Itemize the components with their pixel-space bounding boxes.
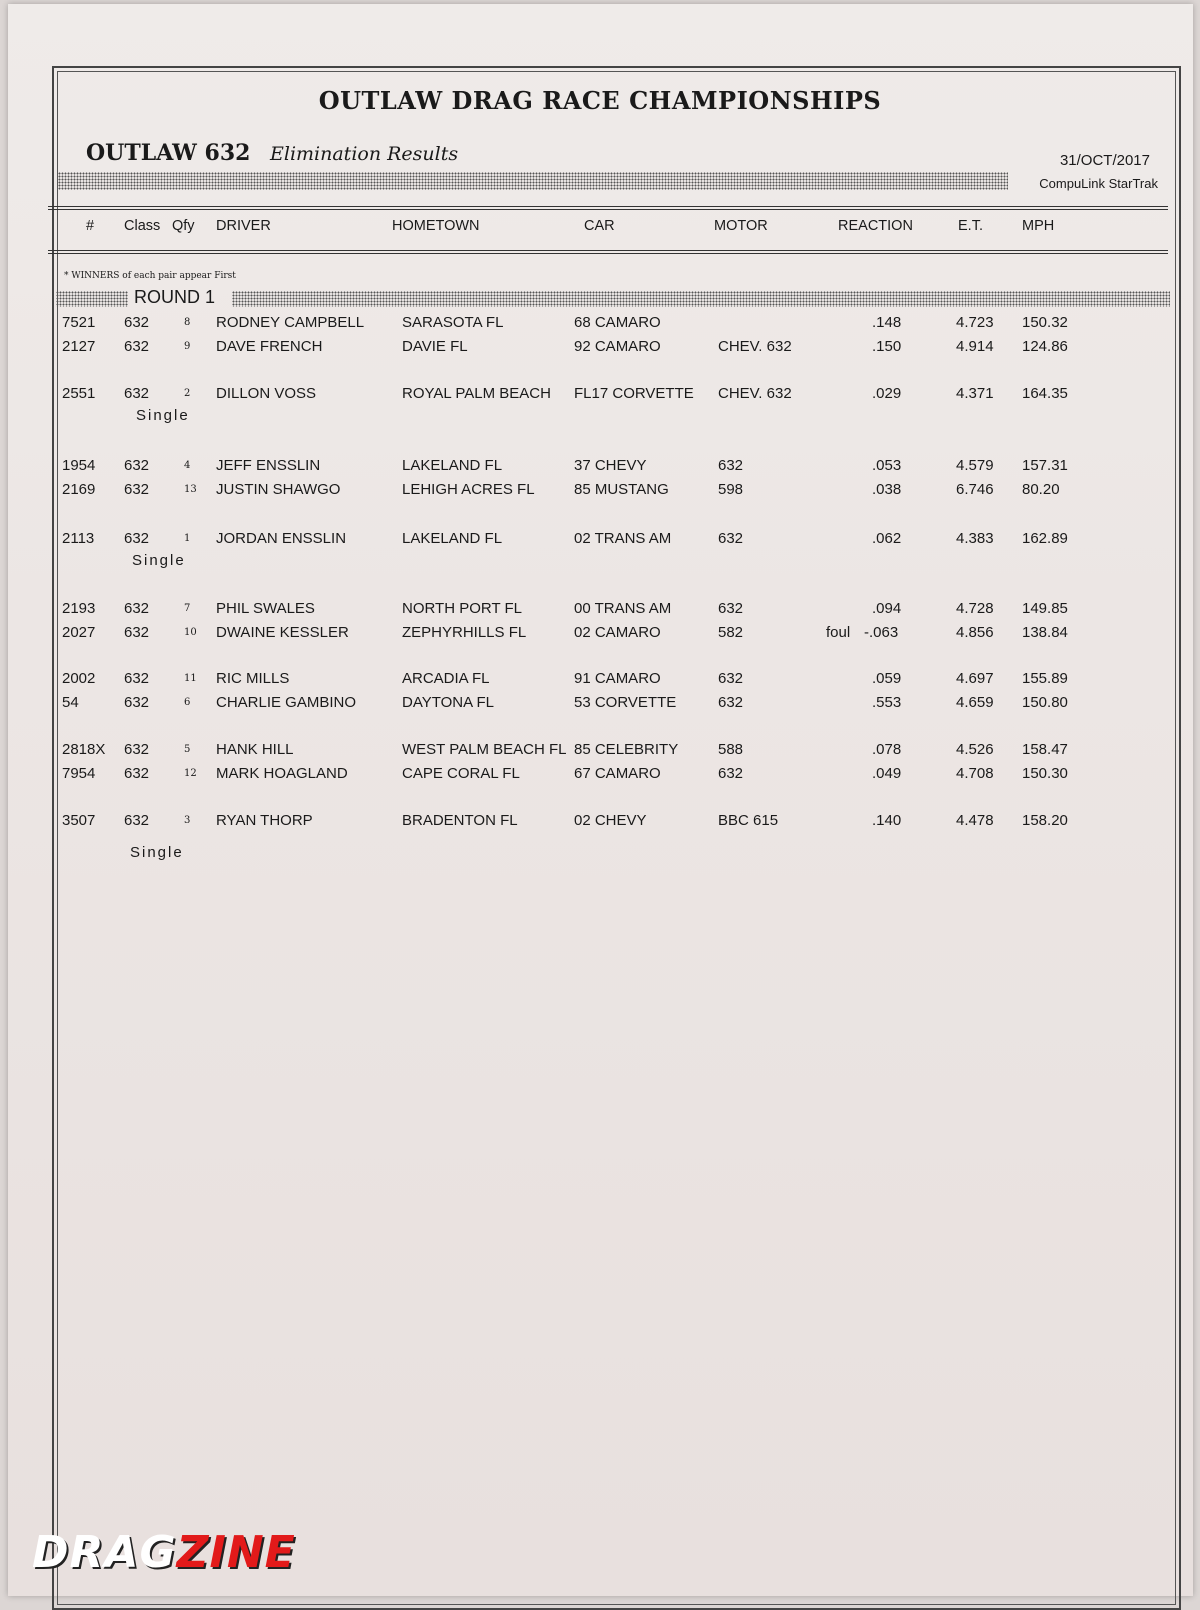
header-rule-top-2 — [48, 209, 1168, 210]
cell-mph: 80.20 — [1022, 481, 1060, 498]
single-label: Single — [136, 407, 190, 424]
cell-driver: DWAINE KESSLER — [216, 624, 349, 641]
cell-et: 4.526 — [956, 741, 994, 758]
cell-class: 632 — [124, 338, 150, 355]
cell-driver: CHARLIE GAMBINO — [216, 694, 357, 711]
cell-number: 2027 — [62, 624, 96, 641]
cell-motor: CHEV. 632 — [718, 338, 792, 355]
cell-qualifying-position: 3 — [184, 815, 191, 826]
cell-hometown: DAYTONA FL — [402, 694, 494, 711]
cell-class: 632 — [124, 530, 150, 547]
cell-reaction: .062 — [872, 530, 902, 547]
cell-mph: 138.84 — [1022, 624, 1068, 641]
cell-reaction: .150 — [872, 338, 902, 355]
cell-class: 632 — [124, 694, 150, 711]
cell-driver: RIC MILLS — [216, 670, 290, 687]
cell-motor: 632 — [718, 530, 744, 547]
cell-reaction: .078 — [872, 741, 902, 758]
cell-foul-flag: foul — [826, 624, 851, 641]
cell-et: 4.371 — [956, 385, 994, 402]
cell-qualifying-position: 8 — [184, 317, 191, 328]
cell-driver: JUSTIN SHAWGO — [216, 481, 341, 498]
cell-reaction: .038 — [872, 481, 902, 498]
cell-hometown: CAPE CORAL FL — [402, 765, 520, 782]
cell-motor: 582 — [718, 624, 744, 641]
cell-et: 4.728 — [956, 600, 994, 617]
cell-class: 632 — [124, 624, 150, 641]
col-header-hometown: HOMETOWN — [392, 218, 480, 234]
cell-class: 632 — [124, 385, 150, 402]
col-header-motor: MOTOR — [714, 218, 768, 234]
cell-et: 4.383 — [956, 530, 994, 547]
cell-reaction: .053 — [872, 457, 902, 474]
cell-car: 91 CAMARO — [574, 670, 661, 687]
cell-hometown: DAVIE FL — [402, 338, 468, 355]
cell-hometown: LAKELAND FL — [402, 457, 503, 474]
cell-car: 02 CHEVY — [574, 812, 647, 829]
cell-class: 632 — [124, 600, 150, 617]
col-header-class: Class — [124, 218, 161, 234]
logo-part-zine: ZINE — [176, 1527, 296, 1578]
cell-motor: 632 — [718, 694, 744, 711]
cell-reaction: .553 — [872, 694, 902, 711]
cell-hometown: SARASOTA FL — [402, 314, 504, 331]
header-rule-bottom — [48, 250, 1168, 251]
cell-qualifying-position: 9 — [184, 341, 191, 352]
single-label: Single — [130, 844, 184, 861]
cell-et: 4.659 — [956, 694, 994, 711]
header-rule-top — [48, 206, 1168, 207]
cell-hometown: ZEPHYRHILLS FL — [402, 624, 527, 641]
dragzine-logo — [32, 1527, 296, 1578]
cell-qualifying-position: 13 — [184, 484, 197, 495]
col-header-driver: DRIVER — [216, 218, 271, 234]
cell-mph: 158.47 — [1022, 741, 1068, 758]
cell-qualifying-position: 7 — [184, 603, 191, 614]
cell-motor: BBC 615 — [718, 812, 779, 829]
cell-mph: 158.20 — [1022, 812, 1068, 829]
cell-motor: 632 — [718, 670, 744, 687]
cell-motor: 632 — [718, 457, 744, 474]
timing-vendor: CompuLink StarTrak — [1039, 176, 1158, 191]
cell-driver: DILLON VOSS — [216, 385, 317, 402]
cell-mph: 155.89 — [1022, 670, 1068, 687]
cell-car: 02 CAMARO — [574, 624, 661, 641]
cell-class: 632 — [124, 812, 150, 829]
cell-car: FL17 CORVETTE — [574, 385, 694, 402]
header-dot-band — [58, 172, 1008, 190]
cell-driver: JEFF ENSSLIN — [216, 457, 321, 474]
class-title: OUTLAW 632 — [86, 140, 251, 166]
cell-qualifying-position: 4 — [184, 460, 191, 471]
cell-mph: 162.89 — [1022, 530, 1068, 547]
header-rule-bottom-2 — [48, 253, 1168, 254]
cell-reaction: .148 — [872, 314, 902, 331]
cell-qualifying-position: 6 — [184, 697, 191, 708]
cell-reaction: .094 — [872, 600, 902, 617]
cell-et: 4.723 — [956, 314, 994, 331]
cell-qualifying-position: 5 — [184, 744, 191, 755]
cell-driver: RODNEY CAMPBELL — [216, 314, 365, 331]
cell-et: 4.708 — [956, 765, 994, 782]
cell-driver: MARK HOAGLAND — [216, 765, 348, 782]
cell-number: 54 — [62, 694, 79, 711]
cell-hometown: BRADENTON FL — [402, 812, 518, 829]
cell-mph: 157.31 — [1022, 457, 1068, 474]
cell-driver: RYAN THORP — [216, 812, 313, 829]
results-sheet — [8, 4, 1193, 1596]
cell-et: 4.697 — [956, 670, 994, 687]
col-header-et: E.T. — [958, 218, 983, 234]
col-header-mph: MPH — [1022, 218, 1055, 234]
cell-driver: DAVE FRENCH — [216, 338, 323, 355]
cell-et: 4.478 — [956, 812, 994, 829]
cell-car: 02 TRANS AM — [574, 530, 672, 547]
cell-number: 2127 — [62, 338, 96, 355]
cell-motor: CHEV. 632 — [718, 385, 792, 402]
cell-et: 4.914 — [956, 338, 994, 355]
cell-car: 00 TRANS AM — [574, 600, 672, 617]
cell-qualifying-position: 12 — [184, 768, 197, 779]
cell-class: 632 — [124, 670, 150, 687]
cell-mph: 150.32 — [1022, 314, 1068, 331]
cell-number: 1954 — [62, 457, 96, 474]
logo-part-drag: DRAG — [32, 1527, 177, 1578]
cell-number: 2193 — [62, 600, 96, 617]
cell-car: 37 CHEVY — [574, 457, 647, 474]
cell-reaction: .049 — [872, 765, 902, 782]
cell-number: 7521 — [62, 314, 96, 331]
cell-hometown: ROYAL PALM BEACH — [402, 385, 551, 402]
col-header-num: # — [86, 218, 95, 234]
cell-motor: 598 — [718, 481, 744, 498]
cell-mph: 124.86 — [1022, 338, 1068, 355]
cell-motor: 588 — [718, 741, 744, 758]
cell-mph: 150.80 — [1022, 694, 1068, 711]
cell-car: 85 CELEBRITY — [574, 741, 679, 758]
cell-qualifying-position: 10 — [184, 627, 197, 638]
cell-car: 67 CAMARO — [574, 765, 661, 782]
cell-class: 632 — [124, 457, 150, 474]
cell-qualifying-position: 11 — [184, 673, 197, 684]
cell-qualifying-position: 1 — [184, 533, 191, 544]
cell-hometown: WEST PALM BEACH FL — [402, 741, 567, 758]
cell-number: 2113 — [62, 530, 95, 547]
cell-number: 2002 — [62, 670, 96, 687]
cell-class: 632 — [124, 765, 150, 782]
cell-number: 3507 — [62, 812, 96, 829]
cell-car: 85 MUSTANG — [574, 481, 669, 498]
cell-et: 4.856 — [956, 624, 994, 641]
cell-et: 6.746 — [956, 481, 994, 498]
single-label: Single — [132, 552, 186, 569]
results-subtitle: Elimination Results — [270, 143, 459, 165]
cell-driver: JORDAN ENSSLIN — [216, 530, 347, 547]
cell-car: 53 CORVETTE — [574, 694, 677, 711]
cell-reaction: .029 — [872, 385, 902, 402]
cell-driver: PHIL SWALES — [216, 600, 315, 617]
event-date: 31/OCT/2017 — [1059, 152, 1150, 169]
cell-number: 2818X — [62, 741, 106, 758]
col-header-reaction: REACTION — [838, 218, 913, 234]
cell-hometown: LAKELAND FL — [402, 530, 503, 547]
cell-mph: 150.30 — [1022, 765, 1068, 782]
col-header-qfy: Qfy — [172, 218, 195, 234]
cell-car: 68 CAMARO — [574, 314, 661, 331]
cell-number: 7954 — [62, 765, 96, 782]
cell-mph: 149.85 — [1022, 600, 1068, 617]
cell-car: 92 CAMARO — [574, 338, 661, 355]
winners-note: * WINNERS of each pair appear First — [64, 271, 236, 281]
cell-et: 4.579 — [956, 457, 994, 474]
cell-mph: 164.35 — [1022, 385, 1068, 402]
cell-class: 632 — [124, 741, 150, 758]
cell-number: 2551 — [62, 385, 96, 402]
col-header-car: CAR — [584, 218, 615, 234]
cell-reaction: -.063 — [864, 624, 899, 641]
page-title: OUTLAW DRAG RACE CHAMPIONSHIPS — [318, 86, 882, 115]
cell-class: 632 — [124, 314, 150, 331]
cell-driver: HANK HILL — [216, 741, 294, 758]
cell-class: 632 — [124, 481, 150, 498]
cell-hometown: LEHIGH ACRES FL — [402, 481, 535, 498]
cell-reaction: .059 — [872, 670, 902, 687]
cell-qualifying-position: 2 — [184, 388, 191, 399]
cell-hometown: NORTH PORT FL — [402, 600, 523, 617]
cell-motor: 632 — [718, 600, 744, 617]
cell-motor: 632 — [718, 765, 744, 782]
round-dot-band-right — [232, 291, 1170, 307]
cell-number: 2169 — [62, 481, 96, 498]
cell-reaction: .140 — [872, 812, 902, 829]
cell-hometown: ARCADIA FL — [402, 670, 490, 687]
round-label: ROUND 1 — [134, 287, 216, 307]
round-dot-band-left — [56, 291, 128, 307]
